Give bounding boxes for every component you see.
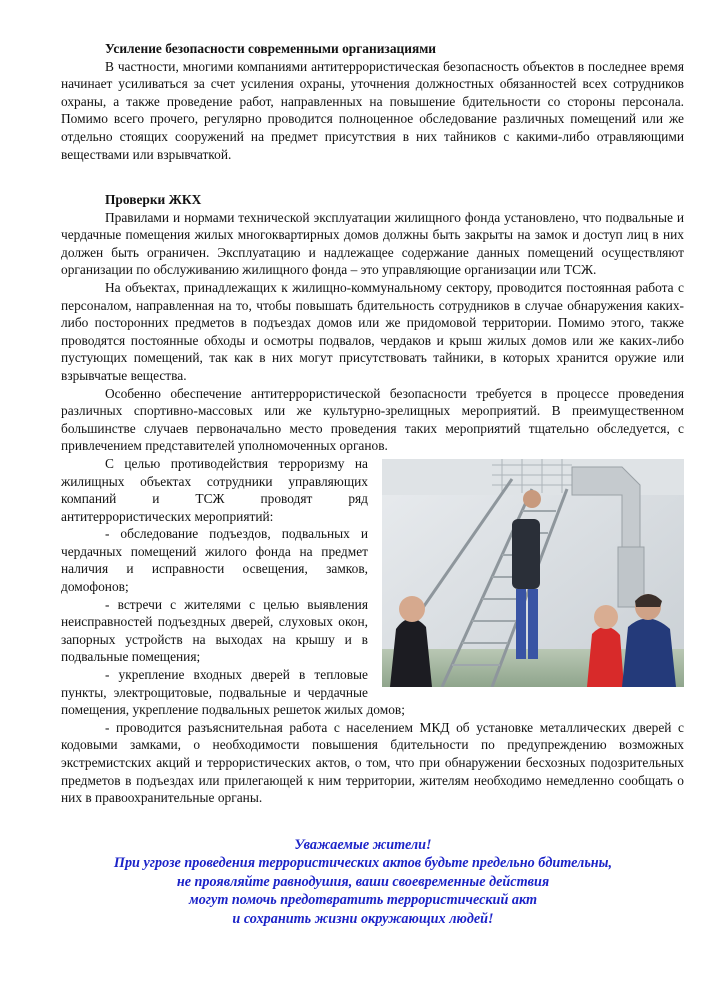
section-security: [61, 40, 684, 163]
list-item: - проводится разъяснительная работа с населением МКД об установке металлических дверей с кодовыми замками, о необходимости повышения бдительности по предупреждению возможных экстремистских акций и террористических актов, о том, что при обнаружении бесхозных подозрительных предметов в подъездах или прилегающей к ним территории, жителям необходимо немедленно сообщать о них в правоохранительные органы.: [61, 719, 684, 806]
paragraph: С целью противодействия терроризму на жилищных объектах сотрудники управляющих компаний и ТСЖ проводят ряд антитеррористических мероприятий:: [61, 455, 368, 524]
list-item: - обследование подъездов, подвальных и чердачных помещений жилого фонда на предмет наличия и исправности освещения, замков, домофонов;: [61, 526, 368, 595]
staircase-inspection-photo-icon: [382, 459, 684, 687]
appeal-line: и сохранить жизни окружающих людей!: [232, 910, 494, 927]
paragraph: Особенно обеспечение антитеррористической безопасности требуется в процессе проведения различных спортивно-массовых или же культурно-зрелищных мероприятий. В преимущественном большинстве случаев первоначально место проведения таких мероприятий тщательно обследуется, с привлечением представителей уполномоченных органов.: [61, 385, 684, 454]
appeal-line: могут помочь предотвратить террористический акт: [188, 892, 538, 909]
paragraph: В частности, многими компаниями антитеррористическая безопасность объектов в последнее время начинает усиливаться за счет усиления охраны, уточнения должностных обязанностей всех сотрудников охраны, а также проведение работ, направленных на повышение бдительности со стороны персонала. Помимо всего прочего, регулярно проводится полноценное обследование различных помещений или же отдельно стоящих сооружений на предмет присутствия в них тайников с какими-либо отравляющими веществами или взрывчаткой.: [61, 58, 684, 162]
section-heading: Усиление безопасности современными организациями: [105, 41, 437, 56]
section-heading: Проверки ЖКХ: [105, 192, 202, 207]
appeal-to-residents: [0, 836, 726, 928]
list-item: - укрепление входных дверей в тепловые пункты, электрощитовые, подвальные и чердачные помещения, укрепление подвальных решеток жилых домов;: [61, 667, 405, 718]
section-housing-checks: [61, 191, 684, 807]
paragraph: Правилами и нормами технической эксплуатации жилищного фонда установлено, что подвальные и чердачные помещения жилых многоквартирных домов должны быть закрыты на замок и доступ лиц в них должен быть ограничен. Эксплуатацию и надлежащее содержание данных помещений осуществляют организации по обслуживанию жилищного фонда – это управляющие организации или ТСЖ.: [61, 209, 684, 278]
list-item: - встречи с жителями с целью выявления неисправностей подъездных дверей, слуховых окон, запорных устройств на выходах на крышу и в подвальные помещения;: [61, 596, 368, 665]
appeal-line: не проявляйте равнодушия, ваши своевременные действия: [176, 873, 550, 890]
appeal-line: Уважаемые жители!: [294, 837, 432, 853]
appeal-line: При угрозе проведения террористических актов будьте предельно бдительны,: [113, 855, 613, 872]
paragraph: На объектах, принадлежащих к жилищно-коммунальному сектору, проводится постоянная работа с персоналом, направленная на то, чтобы повышать бдительность сотрудников в случае обнаружения каких-либо посторонних предметов в подъездах домов или же придомовой территории. Помимо этого, также проводятся постоянные обходы и осмотры подвалов, чердаков и крыш жилых домов или же каких-либо пустующих помещений, так как в них могут присутствовать тайники, в которых хранится оружие или взрывчатые вещества.: [61, 279, 684, 383]
